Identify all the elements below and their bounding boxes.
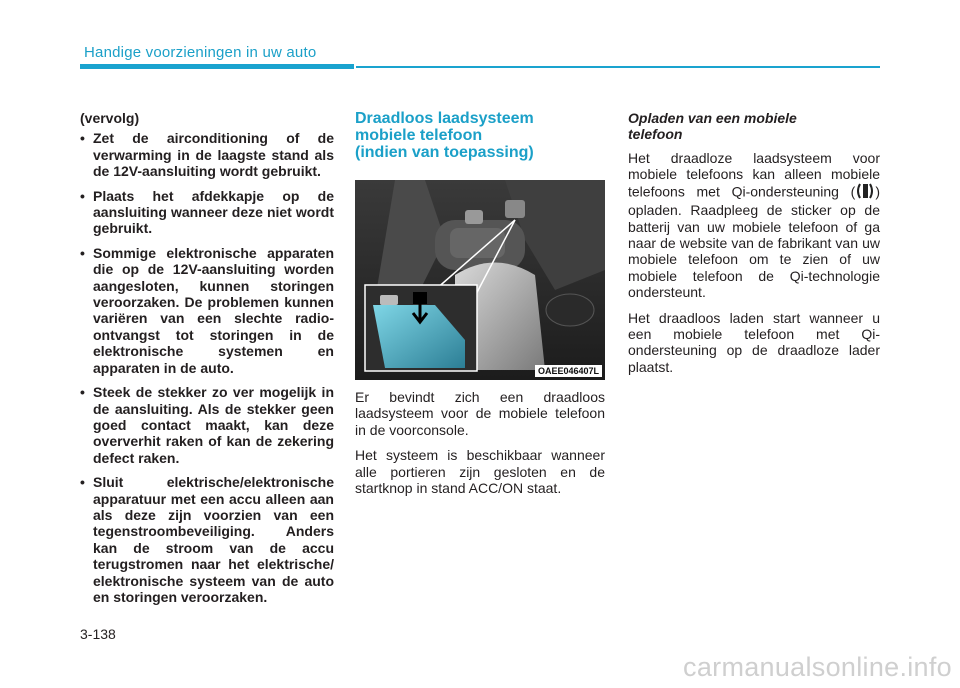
- header-rule: [356, 66, 880, 68]
- list-item: • Sommige elektronische apparaten die op de 12V-aansluiting worden aangesloten, kunnen storingen veroorzaken. De problemen kunnen variëren van een slechte radio-ontvangst tot storingen in de elektronische systemen en apparaten in de auto.: [80, 245, 334, 376]
- qi-charging-icon: [855, 183, 875, 202]
- section-title-line: Draadloos laadsysteem: [355, 110, 534, 127]
- header-accent-bar: [80, 64, 354, 69]
- left-column: [80, 110, 334, 613]
- body-paragraph: Het systeem is beschikbaar wanneer alle portieren zijn gesloten en de startknop in stand ACC/ON staat.: [355, 447, 605, 497]
- subsection-title-line: telefoon: [628, 126, 683, 142]
- subsection-title: [628, 110, 880, 142]
- body-paragraph: [628, 150, 880, 301]
- body-paragraph: Het draadloos laden start wanneer u een mobiele telefoon met Qi-ondersteuning op de draadloze lader plaatst.: [628, 309, 880, 375]
- section-title-line: mobiele telefoon: [355, 127, 483, 144]
- section-title-line: (indien van toepassing): [355, 144, 534, 161]
- watermark: carmanualsonline.info: [683, 652, 952, 682]
- figure-code: OAEE046407L: [535, 365, 602, 377]
- list-item: • Sluit elektrische/elektronische apparatuur met een accu alleen aan als deze zijn voorzien van een tegenstroombeveiliging. Anders kan de stroom van de accu terugstromen naar het elektrische/ elektronische systeem van de auto en storingen veroorzaken.: [80, 474, 334, 605]
- list-item: • Zet de airconditioning of de verwarming in de laagste stand als de 12V-aansluiting wordt gebruikt.: [80, 130, 334, 179]
- page-number: 3-138: [80, 626, 116, 642]
- console-illustration: [355, 180, 605, 380]
- right-column: [628, 110, 880, 384]
- paragraph-text: Het draadloze laadsysteem voor mobiele telefoons kan alleen mobiele telefoons met Qi-ondersteuning (: [628, 150, 880, 200]
- continued-label: (vervolg): [80, 110, 140, 126]
- caution-list: [80, 130, 334, 605]
- subsection-title-line: Opladen van een mobiele: [628, 110, 797, 126]
- paragraph-text: ) opladen. Raadpleeg de sticker op de batterij van uw mobiele telefoon of ga naar de website van de fabrikant van uw mobiele telefoon om te zien of uw mobiele telefoon de Qi-technologie ondersteunt.: [628, 183, 880, 301]
- wireless-charger-photo: [355, 180, 605, 380]
- body-paragraph: Er bevindt zich een draadloos laadsysteem voor de mobiele telefoon in de voorconsole.: [355, 389, 605, 438]
- middle-column: [355, 110, 605, 496]
- section-title: [355, 110, 605, 161]
- list-item: • Steek de stekker zo ver mogelijk in de aansluiting. Als de stekker geen goed contact maakt, kan deze oververhit raken of kan de zekering defect raken.: [80, 384, 334, 466]
- section-header-title: Handige voorzieningen in uw auto: [84, 44, 317, 61]
- list-item: • Plaats het afdekkapje op de aansluiting wanneer deze niet wordt gebruikt.: [80, 188, 334, 237]
